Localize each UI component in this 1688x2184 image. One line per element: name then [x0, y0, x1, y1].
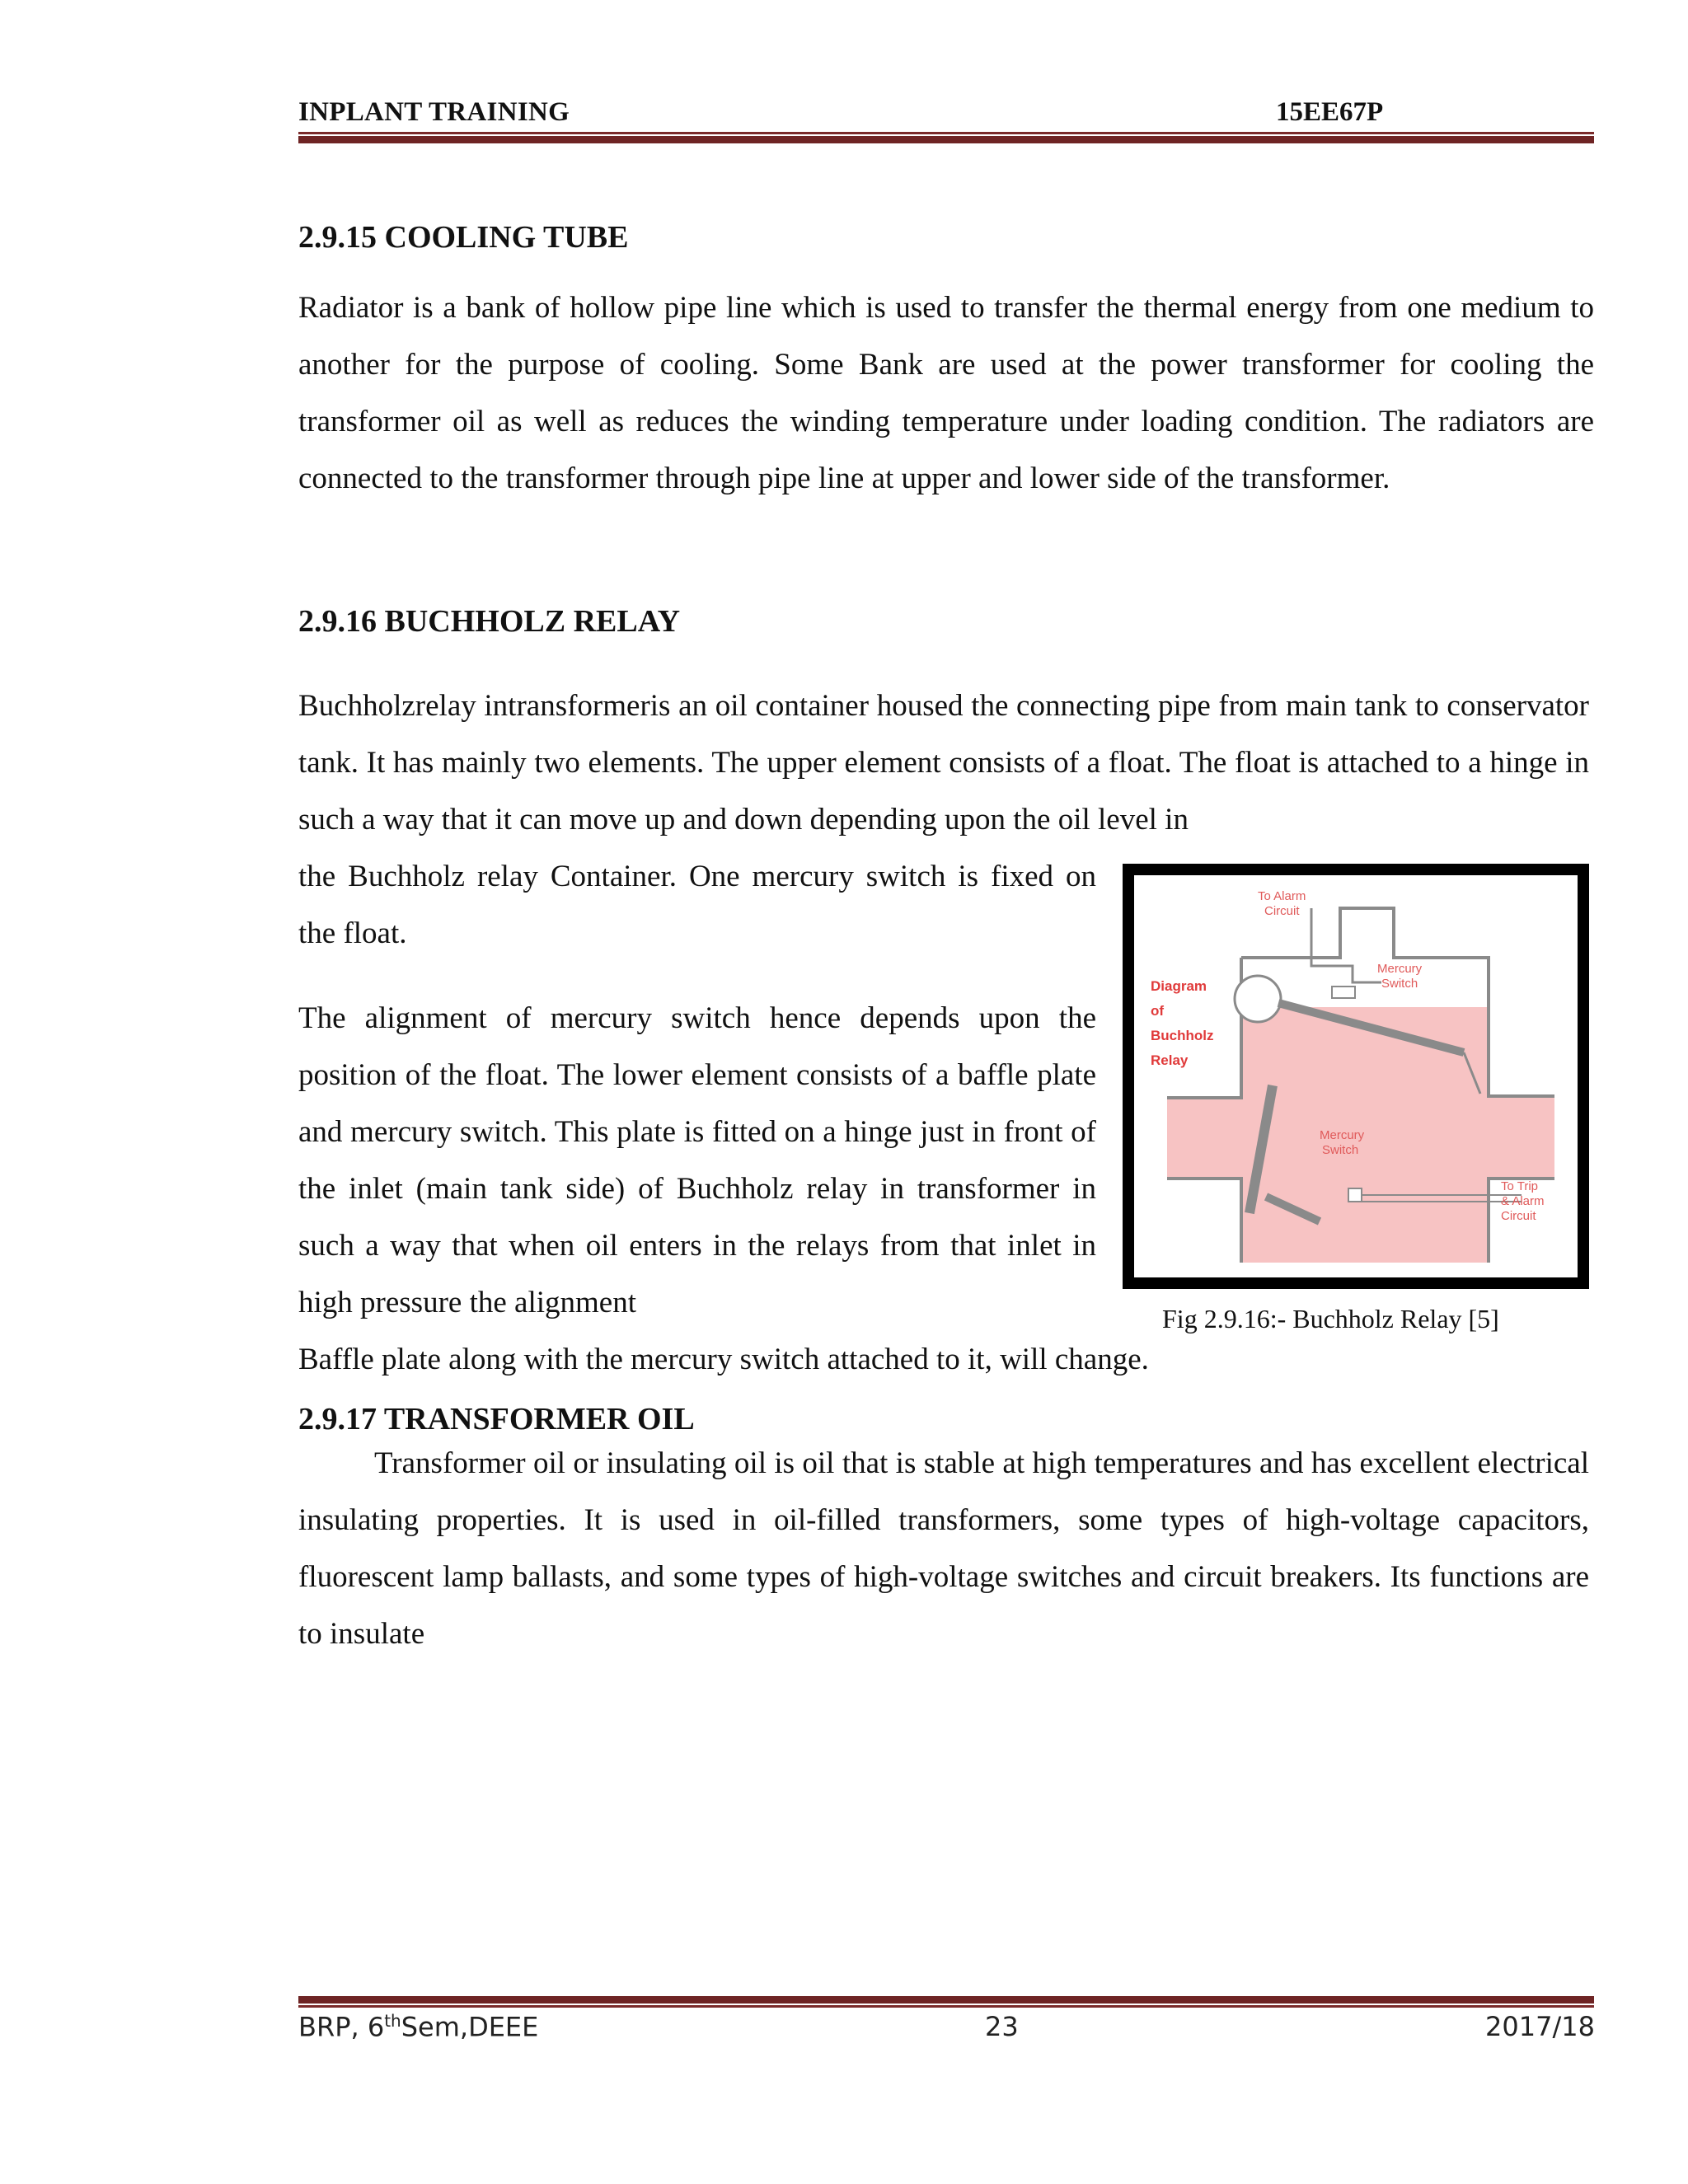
paragraph-transformer-oil: Transformer oil or insulating oil is oil that is stable at high temperatures and has excellent electrical insulating properties. It is used in oil-filled transformers, some types of high-voltage capacitors, fluorescent lamp ballasts, and some types of high-voltage switches and circuit breakers. Its functions are to insulate — [298, 1446, 1589, 1651]
header-rule-thin — [298, 132, 1594, 134]
label-alarm-1: To Alarm — [1258, 889, 1306, 903]
paragraph-buchholz-2-end: Baffle plate along with the mercury switch attached to it, will change. — [298, 1343, 1149, 1376]
label-mercury-bottom-2: Switch — [1322, 1143, 1359, 1157]
figure-frame — [1123, 864, 1589, 1289]
heading-transformer-oil: 2.9.17 TRANSFORMER OIL — [298, 1402, 695, 1436]
paragraph-buchholz-2: The alignment of mercury switch hence depends upon the position of the float. The lower element consists of a baffle plate and mercury switch. This plate is fitted on a hinge just in front of the inlet (main tank side) of Buchholz relay in transformer in such a way that when oil enters in the relays from that inlet in high pressure the alignment — [298, 1001, 1096, 1319]
footer-left-sup: th — [384, 2011, 401, 2031]
footer-left-b: Sem,DEEE — [401, 2011, 539, 2043]
diagram-title-line2: of — [1151, 1003, 1165, 1019]
buchholz-diagram-svg — [1134, 875, 1578, 1277]
label-trip-1: To Trip — [1501, 1179, 1539, 1193]
buchholz-diagram — [1134, 875, 1578, 1277]
footer-left — [298, 2011, 538, 2043]
heading-cooling-tube: 2.9.15 COOLING TUBE — [298, 220, 629, 255]
label-mercury-top-2: Switch — [1381, 977, 1418, 991]
bottom-mercury-switch — [1348, 1188, 1362, 1202]
float — [1235, 976, 1281, 1022]
label-alarm-2: Circuit — [1264, 904, 1300, 918]
header-title: INPLANT TRAINING — [298, 97, 570, 127]
paragraph-cooling-tube: Radiator is a bank of hollow pipe line which is used to transfer the thermal energy from one medium to another for the purpose of cooling. Some Bank are used at the power transformer for cooling the transformer oil as well as reduces the winding temperature under loading condition. The radiators are connected to the transformer through pipe line at upper and lower side of the transformer. — [298, 291, 1594, 495]
diagram-title-line3: Buchholz — [1151, 1028, 1214, 1043]
header-rule-thick — [298, 136, 1594, 143]
alarm-wire — [1311, 908, 1381, 982]
top-mercury-switch — [1332, 987, 1355, 998]
footer-rule-thick — [298, 1996, 1594, 2004]
header-code: 15EE67P — [1276, 97, 1384, 127]
paragraph-buchholz-1-cont: the Buchholz relay Container. One mercury switch is fixed on the float. — [298, 860, 1096, 950]
label-trip-2: & Alarm — [1501, 1194, 1545, 1208]
footer-year: 2017/18 — [1485, 2011, 1595, 2042]
label-trip-3: Circuit — [1501, 1209, 1536, 1223]
label-mercury-top-1: Mercury — [1377, 962, 1423, 976]
paragraph-buchholz-1: Buchholzrelay intransformeris an oil container housed the connecting pipe from main tank to conservator tank. It has mainly two elements. The upper element consists of a float. The float is attached to a hinge in such a way that it can move up and down depending upon the oil level in — [298, 689, 1589, 837]
figure-caption: Fig 2.9.16:- Buchholz Relay [5] — [1162, 1304, 1499, 1333]
diagram-title-line1: Diagram — [1151, 978, 1207, 994]
heading-buchholz-relay: 2.9.16 BUCHHOLZ RELAY — [298, 604, 681, 639]
footer-left-a: BRP, 6 — [298, 2011, 385, 2043]
diagram-title-line4: Relay — [1151, 1052, 1189, 1068]
footer-page-number: 23 — [985, 2011, 1019, 2042]
footer-rule-thin — [298, 2005, 1594, 2008]
label-mercury-bottom-1: Mercury — [1320, 1128, 1365, 1142]
